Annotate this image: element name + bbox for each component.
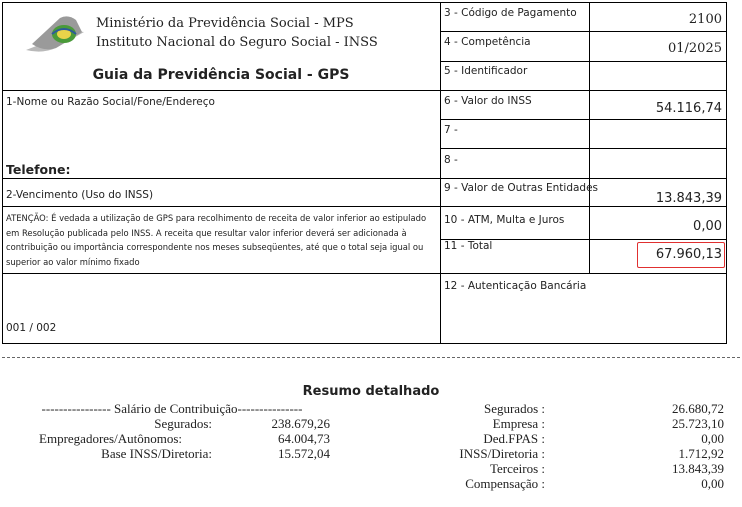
page-title: Guia da Previdência Social - GPS	[92, 67, 350, 83]
row-divider-9	[440, 206, 727, 207]
resumo-right-value-inss-diretoria: 1.712,92	[678, 446, 724, 461]
valor-inss-value: 54.116,74	[655, 101, 722, 116]
resumo-right-label-terceiros: Terceiros :	[489, 461, 545, 476]
competencia-value: 01/2025	[667, 41, 722, 56]
total-label: 11 - Total	[444, 240, 493, 252]
row-divider-6	[440, 119, 727, 120]
salario-header: ---------------- Salário de Contribuição---------------	[41, 401, 303, 416]
form-bottom-border	[2, 343, 727, 344]
resumo-right-value-segurados: 26.680,72	[672, 401, 724, 416]
left-vencimento-divider	[2, 206, 440, 207]
resumo-right-label-inss-diretoria: INSS/Diretoria :	[459, 446, 545, 461]
atm-multa-juros-value: 0,00	[693, 219, 722, 234]
codigo-pagamento-value: 2100	[688, 12, 722, 27]
org-inss: Instituto Nacional do Seguro Social - INSS	[96, 35, 378, 50]
total-value: 67.960,13	[655, 247, 722, 262]
atencao-line-1: É vedada a utilização de GPS para recolhimento de receita de valor inferior ao estipulado	[48, 213, 427, 223]
vencimento-label: 2-Vencimento (Uso do INSS)	[6, 189, 154, 201]
telefone-label: Telefone:	[6, 162, 71, 177]
left-header-divider	[2, 90, 440, 91]
atencao-line-2: em Resolução publicada pelo INSS. A receita que resultar valor inferior deverá ser adicionada à	[6, 227, 407, 238]
resumo-right-value-compensacao: 0,00	[701, 476, 724, 491]
resumo-left-label-empregadores: Empregadores/Autônomos:	[39, 431, 182, 446]
resumo-title: Resumo detalhado	[302, 384, 440, 399]
codigo-pagamento-label: 3 - Código de Pagamento	[444, 7, 577, 19]
atencao-line-3: contribuição ou importância correspondente nos meses subseqüentes, até que o total seja igual ou	[6, 242, 424, 252]
left-atencao-divider	[2, 273, 440, 274]
resumo-left-label-base-inss: Base INSS/Diretoria:	[101, 446, 212, 461]
resumo-left-value-base-inss: 15.572,04	[278, 446, 330, 461]
form-left-border	[2, 2, 3, 344]
outras-entidades-value: 13.843,39	[655, 191, 722, 206]
resumo-right-label-empresa: Empresa :	[492, 416, 545, 431]
identificador-label: 5 - Identificador	[444, 65, 528, 77]
resumo-left-label-segurados: Segurados:	[154, 416, 212, 431]
resumo-right-label-ded-fpas: Ded.FPAS :	[483, 431, 545, 446]
atencao-notice	[6, 211, 438, 269]
valor-inss-label: 6 - Valor do INSS	[444, 95, 532, 107]
atencao-prefix: ATENÇÃO:	[6, 213, 49, 223]
outras-entidades-label: 9 - Valor de Outras Entidades	[444, 182, 599, 194]
row-divider-4	[440, 61, 727, 62]
resumo-right-value-terceiros: 13.843,39	[672, 461, 724, 476]
autenticacao-label: 12 - Autenticação Bancária	[444, 280, 587, 292]
campo-7-label: 7 -	[444, 124, 458, 136]
competencia-label: 4 - Competência	[444, 36, 531, 48]
previdencia-logo-icon	[22, 10, 90, 58]
cut-line	[2, 357, 740, 358]
atencao-line-4: superior ao valor mínimo fixado	[6, 256, 140, 267]
row-divider-3	[440, 31, 727, 32]
form-center-divider	[440, 2, 441, 344]
atm-multa-juros-label: 10 - ATM, Multa e Juros	[444, 214, 565, 226]
resumo-right-label-compensacao: Compensação :	[465, 476, 545, 491]
org-ministerio: Ministério da Previdência Social - MPS	[96, 16, 354, 31]
row-divider-7	[440, 148, 727, 149]
form-right-border	[726, 2, 727, 344]
row-divider-11	[440, 273, 727, 274]
row-divider-5	[440, 90, 727, 91]
resumo-right-value-ded-fpas: 0,00	[701, 431, 724, 446]
left-nome-divider	[2, 178, 440, 179]
resumo-right-value-empresa: 25.723,10	[672, 416, 724, 431]
form-value-divider	[589, 2, 590, 273]
row-divider-8	[440, 178, 727, 179]
resumo-left-value-empregadores: 64.004,73	[278, 431, 330, 446]
form-top-border	[2, 2, 727, 3]
resumo-right-label-segurados: Segurados :	[483, 401, 545, 416]
page-indicator: 001 / 002	[6, 322, 57, 334]
resumo-left-value-segurados: 238.679,26	[271, 416, 330, 431]
campo-8-label: 8 -	[444, 154, 458, 166]
nome-label: 1-Nome ou Razão Social/Fone/Endereço	[6, 96, 215, 108]
